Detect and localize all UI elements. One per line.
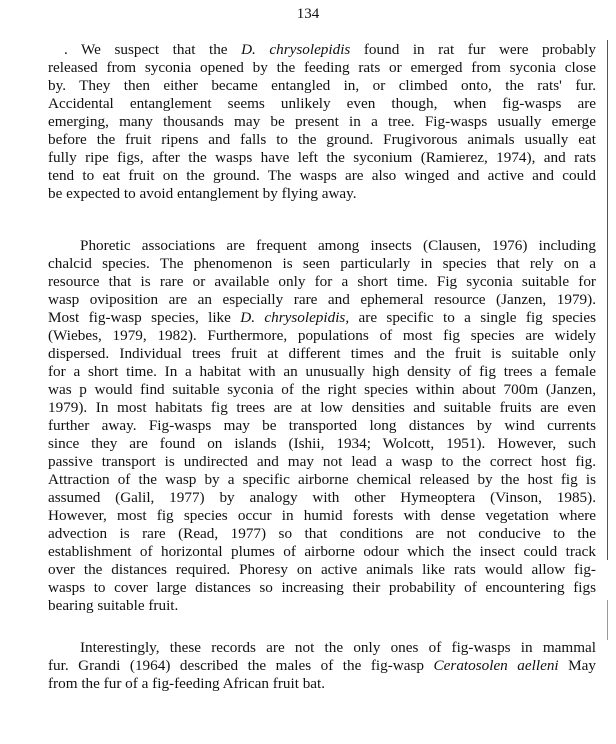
text-segment: resource that is rare or available only for a short time. Fig syconia suitable for: [48, 273, 596, 290]
text-segment: from the fur of a fig-feeding African fruit bat.: [48, 675, 326, 692]
text-segment: before the fruit ripens and falls to the ground. Frugivorous animals usually eat: [48, 131, 596, 148]
text-segment: Accidental entanglement seems unlikely even though, when fig-wasps are: [48, 95, 596, 112]
text-line: [48, 597, 596, 615]
text-line: [48, 41, 596, 59]
text-line: [48, 657, 596, 675]
italic-text: D. chrysolepidis,: [240, 309, 350, 326]
paragraph-2: [48, 237, 596, 615]
text-segment: wasp oviposition are an especially rare and ephemeral resource (Janzen, 1979).: [48, 291, 596, 308]
text-line: [48, 309, 596, 327]
text-segment: fully ripe figs, after the wasps have left the syconium (Ramierez, 1974), and rats: [48, 149, 596, 166]
text-segment: Most fig-wasp species, like: [48, 309, 241, 326]
text-line: [48, 675, 596, 693]
text-line: [48, 131, 596, 149]
text-segment: for a short time. In a habitat with an unusually high density of fig trees a female: [48, 363, 596, 380]
page-number: 134: [296, 6, 320, 22]
text-line: [48, 77, 596, 95]
text-line: [48, 561, 596, 579]
text-segment: Phoretic associations are frequent among insects (Clausen, 1976) including: [80, 237, 596, 254]
text-segment: May: [558, 657, 596, 674]
text-line: [48, 255, 596, 273]
text-line: [48, 185, 596, 203]
text-segment: (Wiebes, 1979, 1982). Furthermore, populations of most fig species are widely: [48, 327, 596, 344]
text-segment: are specific to a single fig species: [349, 309, 596, 326]
scan-edge-line: [607, 600, 608, 640]
text-segment: dispersed. Individual trees fruit at different times and the fruit is suitable only: [48, 345, 596, 362]
text-line: [48, 59, 596, 77]
text-line: [48, 363, 596, 381]
text-line: [48, 525, 596, 543]
text-line: [48, 345, 596, 363]
text-segment: found in rat fur were probably: [350, 41, 596, 58]
text-segment: passive transport is undirected and may not lead a wasp to the correct host fig.: [48, 453, 596, 470]
italic-text: D. chrysolepidis: [241, 41, 351, 58]
text-line: [48, 579, 596, 597]
text-line: [48, 381, 596, 399]
text-segment: further away. Fig-wasps may be transported long distances by wind currents: [48, 417, 596, 434]
text-line: [48, 639, 596, 657]
text-segment: since they are found on islands (Ishii, 1934; Wolcott, 1951). However, such: [48, 435, 596, 452]
text-line: [48, 543, 596, 561]
text-line: [48, 471, 596, 489]
text-segment: emerging, many thousands may be present in a tree. Fig-wasps usually emerge: [48, 113, 596, 130]
text-line: [48, 95, 596, 113]
text-line: [48, 453, 596, 471]
text-line: [48, 149, 596, 167]
text-segment: However, most fig species occur in humid forests with dense vegetation where: [48, 507, 596, 524]
text-segment: be expected to avoid entanglement by flying away.: [48, 185, 357, 202]
text-line: [48, 327, 596, 345]
text-line: [48, 273, 596, 291]
text-segment: wasps to cover large distances so increasing their probability of encountering figs: [48, 579, 596, 596]
text-line: [48, 489, 596, 507]
italic-text: Ceratosolen aelleni: [433, 657, 559, 674]
text-segment: over the distances required. Phoresy on active animals like rats would allow fig-: [48, 561, 596, 578]
text-segment: . We suspect that the: [64, 41, 242, 58]
paragraph-3: [48, 639, 596, 693]
text-segment: bearing suitable fruit.: [48, 597, 179, 614]
text-segment: fur. Grandi (1964) described the males of the fig-wasp: [48, 657, 434, 674]
text-segment: assumed (Galil, 1977) by analogy with other Hymeoptera (Vinson, 1985).: [48, 489, 596, 506]
paragraph-1: [48, 41, 596, 203]
text-segment: chalcid species. The phenomenon is seen particularly in species that rely on a: [48, 255, 596, 272]
text-segment: 1979). In most habitats fig trees are at low densities and suitable fruits are even: [48, 399, 596, 416]
scan-edge-line: [607, 40, 608, 560]
text-segment: released from syconia opened by the feeding rats or emerged from syconia close: [48, 59, 596, 76]
text-line: [48, 507, 596, 525]
text-line: [48, 417, 596, 435]
text-line: [48, 167, 596, 185]
text-segment: establishment of horizontal plumes of airborne odour which the insect could track: [48, 543, 596, 560]
text-segment: Interestingly, these records are not the only ones of fig-wasps in mammal: [80, 639, 596, 656]
text-segment: was p would find suitable syconia of the right species within about 700m (Janzen,: [48, 381, 596, 398]
text-segment: Attraction of the wasp by a specific airborne chemical released by the host fig is: [48, 471, 596, 488]
text-line: [48, 435, 596, 453]
text-line: [48, 237, 596, 255]
text-line: [48, 291, 596, 309]
text-segment: by. They then either became entangled in, or climbed onto, the rats' fur.: [48, 77, 596, 94]
text-segment: tend to eat fruit on the ground. The wasps are also winged and active and could: [48, 167, 596, 184]
text-segment: advection is rare (Read, 1977) so that conditions are not conducive to the: [48, 525, 596, 542]
text-line: [48, 399, 596, 417]
text-line: [48, 113, 596, 131]
